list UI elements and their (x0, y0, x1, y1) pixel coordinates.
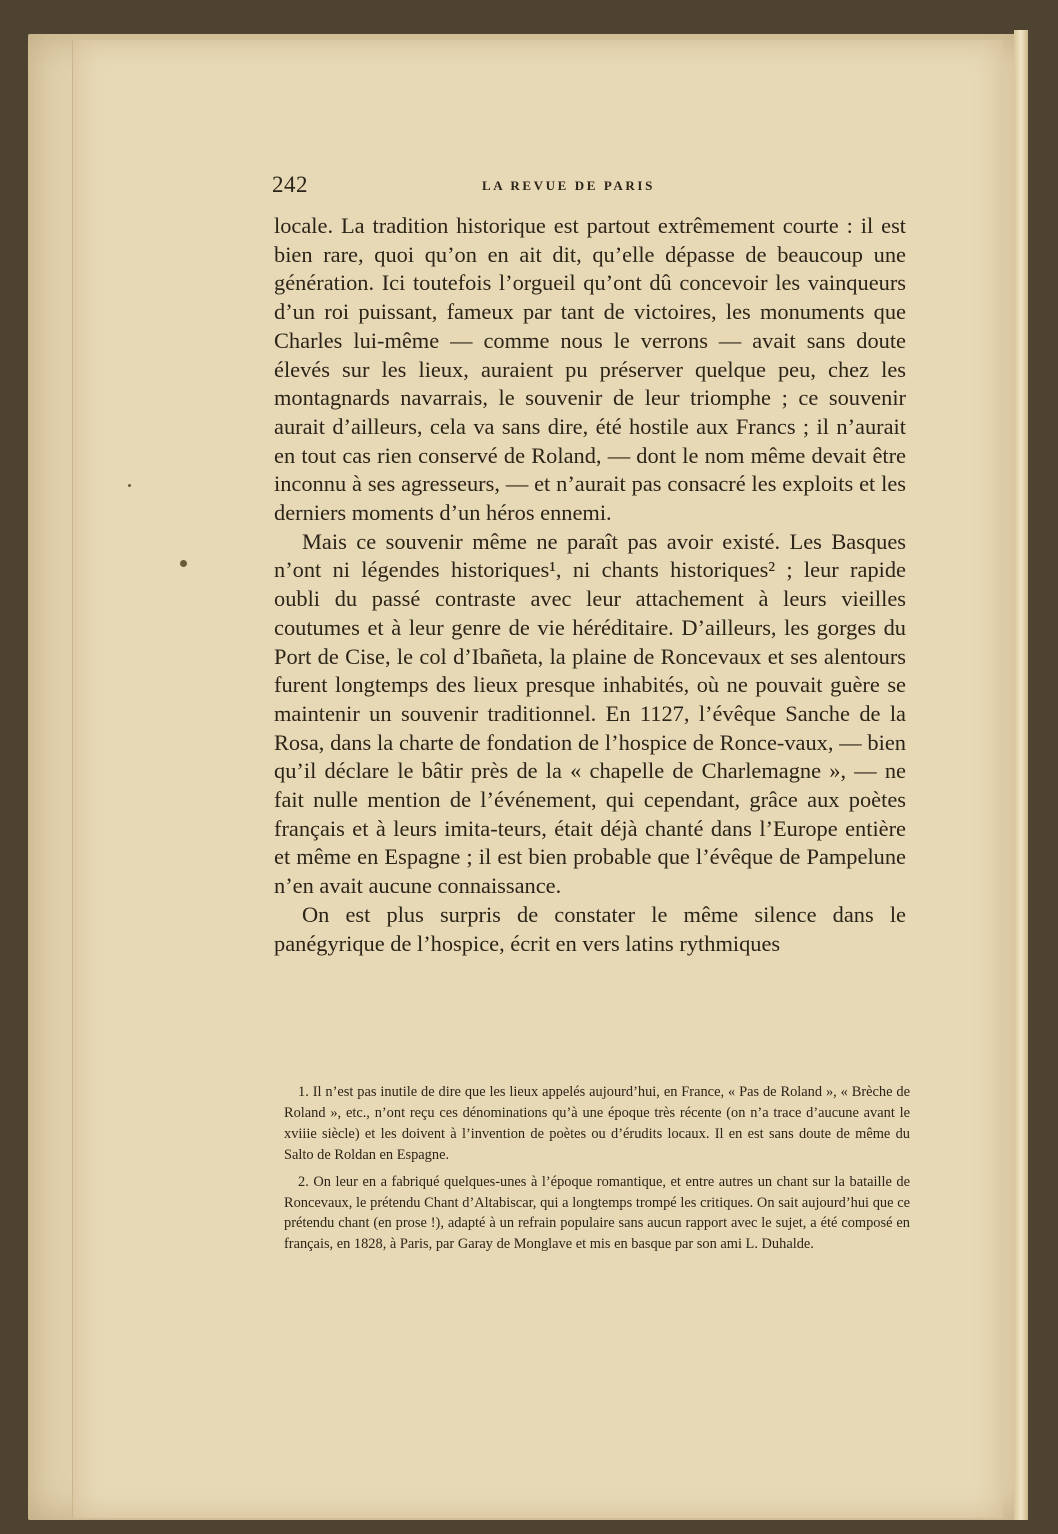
running-head: LA REVUE DE PARIS (482, 178, 655, 193)
page-edge (1014, 30, 1028, 1520)
footnotes (284, 1082, 910, 1261)
paragraph: Mais ce souvenir même ne paraît pas avoir existé. Les Basques n’ont ni légendes historiques¹, ni chants historiques² ; leur rapide oubli du passé contraste avec leur attachement à leurs vieilles coutumes et à leur genre de vie héréditaire. D’ailleurs, les gorges du Port de Cise, le col d’Ibañeta, la plaine de Roncevaux et ses alentours furent longtemps des lieux presque inhabités, où ne pouvait guère se maintenir un souvenir traditionnel. En 1127, l’évêque Sanche de la Rosa, dans la charte de fondation de l’hospice de Ronce-vaux, — bien qu’il déclare le bâtir près de la « chapelle de Charlemagne », — ne fait nulle mention de l’événement, qui cependant, grâce aux poètes français et à leurs imita-teurs, était déjà chanté dans l’Europe entière et même en Espagne ; il est bien probable que l’évêque de Pampelune n’en avait aucune connaissance. (274, 528, 906, 899)
paragraph: locale. La tradition historique est partout extrêmement courte : il est bien rare, quoi qu’on en ait dit, qu’elle dépasse de beaucoup une génération. Ici toutefois l’orgueil qu’ont dû concevoir les vainqueurs d’un roi puissant, fameux par tant de victoires, les monuments que Charles lui-même — comme nous le verrons — avait sans doute élevés sur les lieux, auraient pu préserver quelque peu, chez les montagnards navarrais, le souvenir de leur triomphe ; ce souvenir aurait d’ailleurs, cela va sans dire, été hostile aux Francs ; il n’aurait en tout cas rien conservé de Roland, — dont le nom même devait être inconnu à ses agresseurs, — et n’aurait pas consacré les exploits et les derniers moments d’un héros ennemi. (274, 213, 906, 526)
ink-speck (180, 560, 187, 567)
page-number: 242 (272, 172, 308, 197)
ink-speck (128, 484, 131, 487)
footnote: 1. Il n’est pas inutile de dire que les lieux appelés aujourd’hui, en France, « Pas de Roland », « Brèche de Roland », etc., n’ont reçu ces dénominations qu’à une époque très récente (on n’a trace d’aucune avant le xviiie siècle) et les doivent à l’invention de poètes ou d’érudits locaux. Il en est sans doute de même du Salto de Roldan en Espagne. (284, 1084, 910, 1163)
main-text (274, 212, 906, 958)
page-header (272, 172, 908, 206)
paragraph: On est plus surpris de constater le même silence dans le panégyrique de l’hospice, écrit en vers latins rythmiques (274, 901, 906, 956)
footnote: 2. On leur en a fabriqué quelques-unes à l’époque romantique, et entre autres un chant sur la bataille de Roncevaux, le prétendu Chant d’Altabiscar, qui a longtemps trompé les critiques. On sait aujourd’hui que ce prétendu chant (en prose !), adapté à un refrain populaire sans aucun rapport avec le sujet, a été composé en français, en 1828, à Paris, par Garay de Monglave et mis en basque par son ami L. Duhalde. (284, 1173, 910, 1253)
